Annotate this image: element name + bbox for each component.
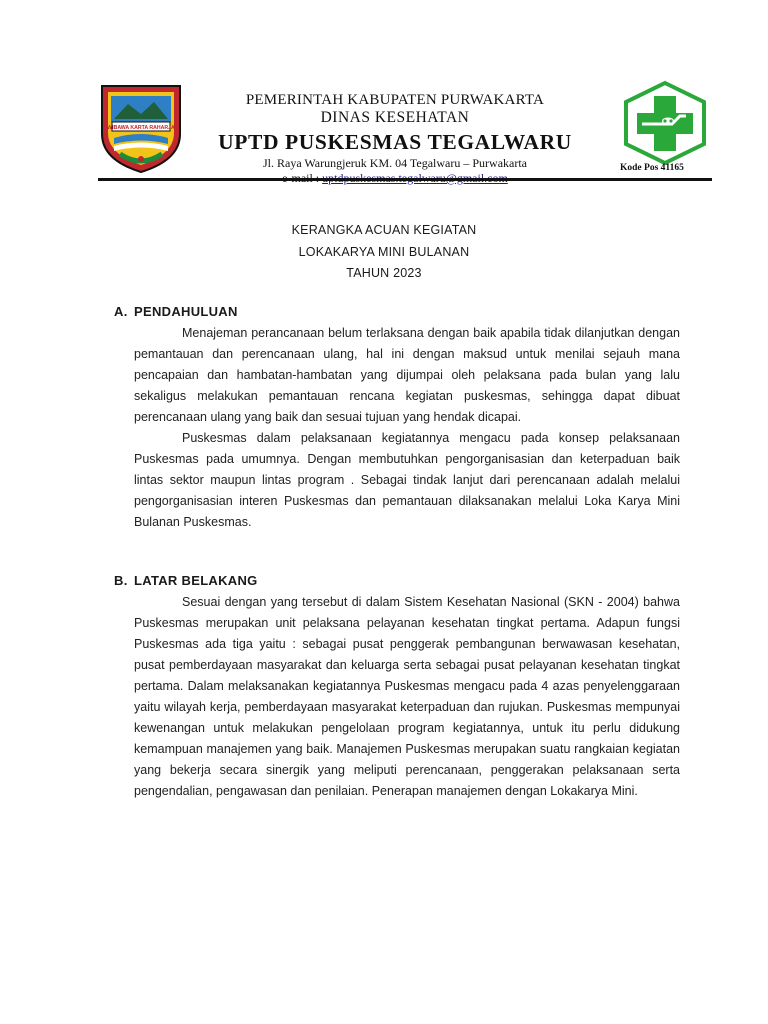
section-heading [114, 572, 680, 590]
section-heading [114, 303, 680, 321]
letterhead-divider [98, 178, 712, 181]
paragraph: Menajeman perancanaan belum terlaksana dengan baik apabila tidak dilanjutkan dengan pemantauan dan perencanaan ulang, hal ini dengan maksud untuk menilai sejauh mana pencapaian dan hambatan-hambatan yang dijumpai oleh pelaksana pada bulan yang lalu sekaligus melakukan pemantauan rencana kegiatan puskesmas, sehingga dapat dibuat perencanaan ulang yang baik dan sesuai tujuan yang hendak dicapai. [134, 326, 680, 424]
letterhead-institution: UPTD PUSKESMAS TEGALWARU [218, 130, 572, 154]
section-title: PENDAHULUAN [134, 304, 238, 319]
letterhead-address: Jl. Raya Warungjeruk KM. 04 Tegalwaru – Purwakarta [262, 156, 528, 170]
paragraph: Sesuai dengan yang tersebut di dalam Sistem Kesehatan Nasional (SKN - 2004) bahwa Puskesmas merupakan unit pelaksana pelayanan kesehatan tingkat pertama. Adapun fungsi Puskesmas ada tiga yaitu : sebagai pusat penggerak pembangunan berwawasan kesehatan, pusat pemberdayaan masyarakat dan keluarga serta sebagai pusat pelayanan kesehatan tingkat pertama. Dalam melaksanakan kegiatannya Puskesmas mengacu pada 4 azas penyelenggaraan yaitu wilayah kerja, pemberdayaan masyarakat keterpaduan dan rujukan. Puskesmas mempunyai kewenangan untuk melakukan pengelolaan program kegiatannya, untuk itu perlu didukung kemampuan manajemen yang baik. Manajemen Puskesmas merupakan suatu rangkaian kegiatan yang bekerja secara sinergik yang meliputi perencanaan, penggerakan pelaksanaan serta pengendalian, pengawasan dan penilaian. Penerapan manajemen dengan Lokakarya Mini. [134, 595, 680, 798]
emblem-motto: WIBAWA KARTA RAHARJA [107, 125, 175, 131]
letterhead-government: PEMERINTAH KABUPATEN PURWAKARTA [245, 92, 545, 108]
puskesmas-cross-icon [620, 80, 710, 166]
letterhead-office: DINAS KESEHATAN [320, 109, 470, 126]
title-line-1: KERANGKA ACUAN KEGIATAN [291, 223, 477, 237]
section-title: LATAR BELAKANG [134, 573, 258, 588]
section-letter: A. [114, 304, 128, 319]
section-pendahuluan [114, 303, 680, 533]
title-line-3: TAHUN 2023 [346, 266, 422, 280]
title-line-2: LOKAKARYA MINI BULANAN [298, 244, 470, 259]
paragraph: Puskesmas dalam pelaksanaan kegiatannya mengacu pada konsep pelaksanaan Puskesmas pada umumnya. Dengan membutuhkan pengorganisasian dan keterpaduan baik lintas sektor maupun lintas program . Sebagai tindak lanjut dari perencanaan adalah melalui pengorganisasian interen Puskesmas dan pemantauan dilaksanakan melalui Loka Karya Mini Bulanan Puskesmas. [134, 431, 680, 529]
postal-code: Kode Pos 41165 [620, 163, 684, 173]
section-letter: B. [114, 573, 128, 588]
document-title [100, 220, 668, 285]
section-latar-belakang [114, 572, 680, 802]
letterhead [180, 92, 610, 186]
purwakarta-emblem-icon [98, 82, 184, 174]
